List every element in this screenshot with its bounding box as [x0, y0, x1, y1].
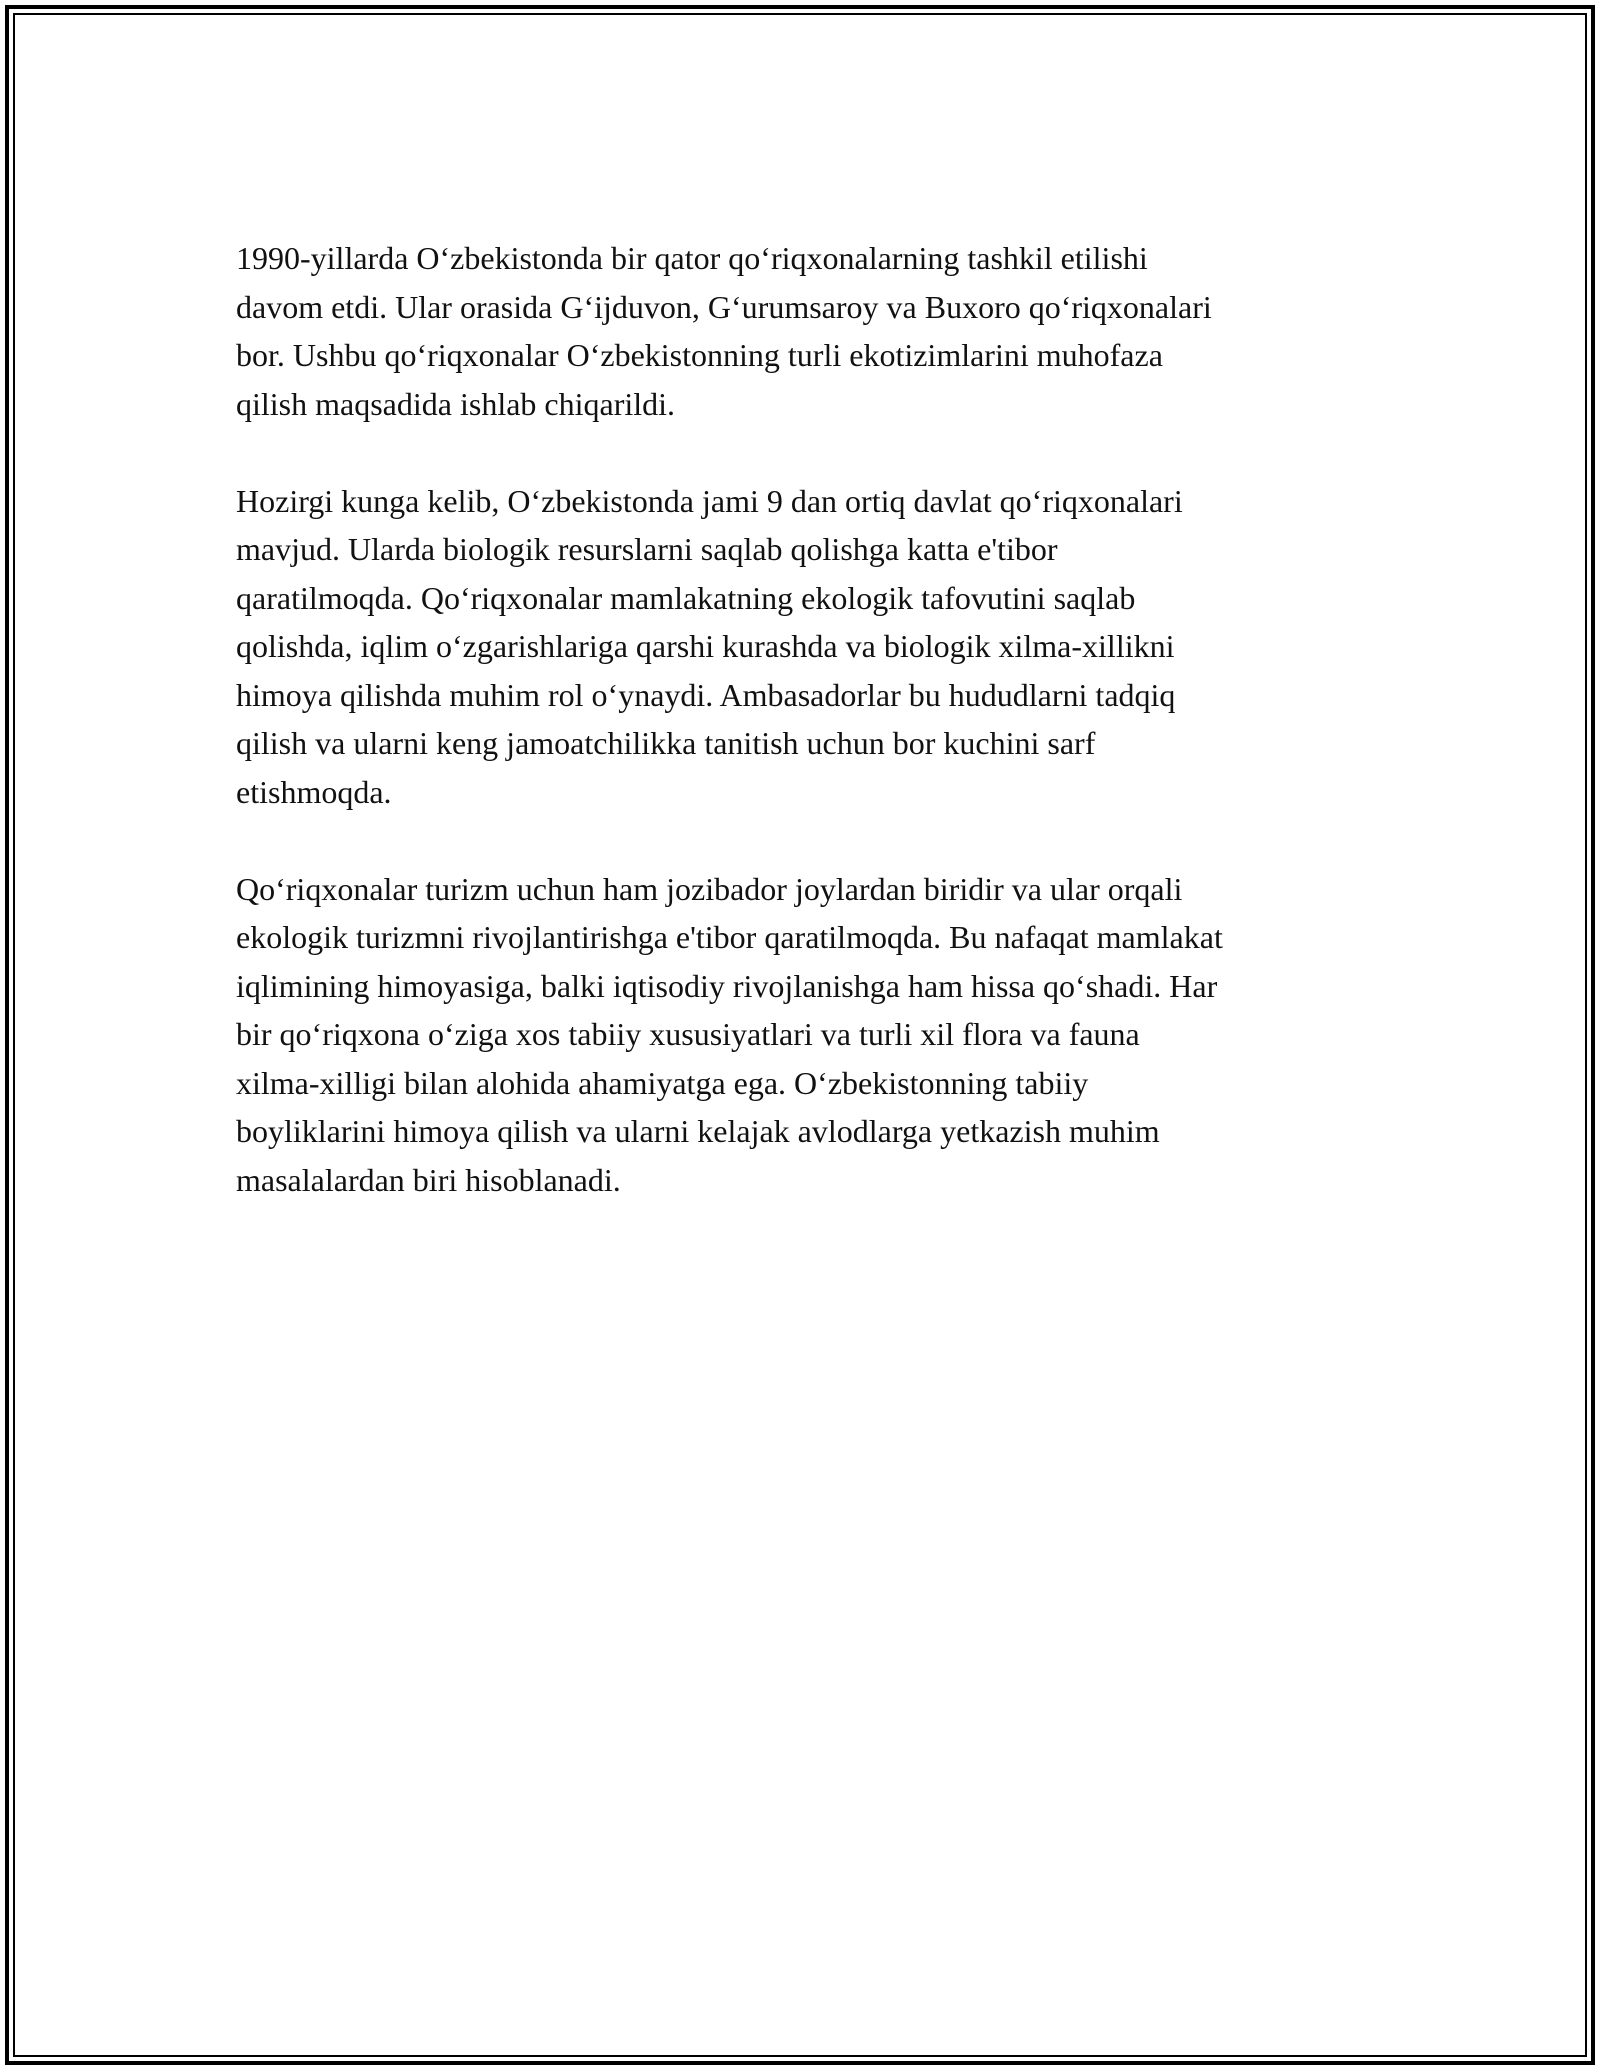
paragraph-2	[236, 477, 1386, 817]
text-line: xilma-xilligi bilan alohida ahamiyatga ega. O‘zbekistonning tabiiy	[236, 1064, 1089, 1101]
text-line: qaratilmoqda. Qo‘riqxonalar mamlakatning ekologik tafovutini saqlab	[236, 579, 1136, 616]
text-line: boyliklarini himoya qilish va ularni kelajak avlodlarga yetkazish muhim	[236, 1113, 1160, 1149]
text-line: 1990-yillarda O‘zbekistonda bir qator qo‘riqxonalarning tashkil etilishi	[236, 240, 1148, 276]
text-line: bor. Ushbu qo‘riqxonalar O‘zbekistonning turli ekotizimlarini muhofaza	[236, 337, 1163, 373]
text-line: bir qo‘riqxona o‘ziga xos tabiiy xususiyatlari va turli xil flora va fauna	[236, 1016, 1140, 1052]
text-line: qilish va ularni keng jamoatchilikka tanitish uchun bor kuchini sarf	[236, 725, 1096, 761]
text-line: himoya qilishda muhim rol o‘ynaydi. Ambasadorlar bu hududlarni tadqiq	[236, 676, 1176, 713]
document-body	[236, 234, 1386, 1253]
paragraph-3	[236, 865, 1386, 1205]
text-line: etishmoqda.	[236, 773, 392, 810]
text-line: Hozirgi kunga kelib, O‘zbekistonda jami 9 dan ortiq davlat qo‘riqxonalari	[236, 482, 1183, 519]
paragraph-1	[236, 234, 1386, 428]
text-line: ekologik turizmni rivojlantirishga e'tibor qaratilmoqda. Bu nafaqat mamlakat	[236, 919, 1223, 955]
text-line: iqlimining himoyasiga, balki iqtisodiy rivojlanishga ham hissa qo‘shadi. Har	[236, 967, 1218, 1004]
text-line: qilish maqsadida ishlab chiqarildi.	[236, 385, 676, 422]
text-line: davom etdi. Ular orasida G‘ijduvon, G‘urumsaroy va Buxoro qo‘riqxonalari	[236, 288, 1212, 325]
text-line: masalalardan biri hisoblanadi.	[236, 1161, 621, 1198]
text-line: mavjud. Ularda biologik resurslarni saqlab qolishga katta e'tibor	[236, 531, 1058, 567]
text-line: qolishda, iqlim o‘zgarishlariga qarshi kurashda va biologik xilma-xillikni	[236, 628, 1175, 664]
text-line: Qo‘riqxonalar turizm uchun ham jozibador joylardan biridir va ular orqali	[236, 870, 1183, 907]
